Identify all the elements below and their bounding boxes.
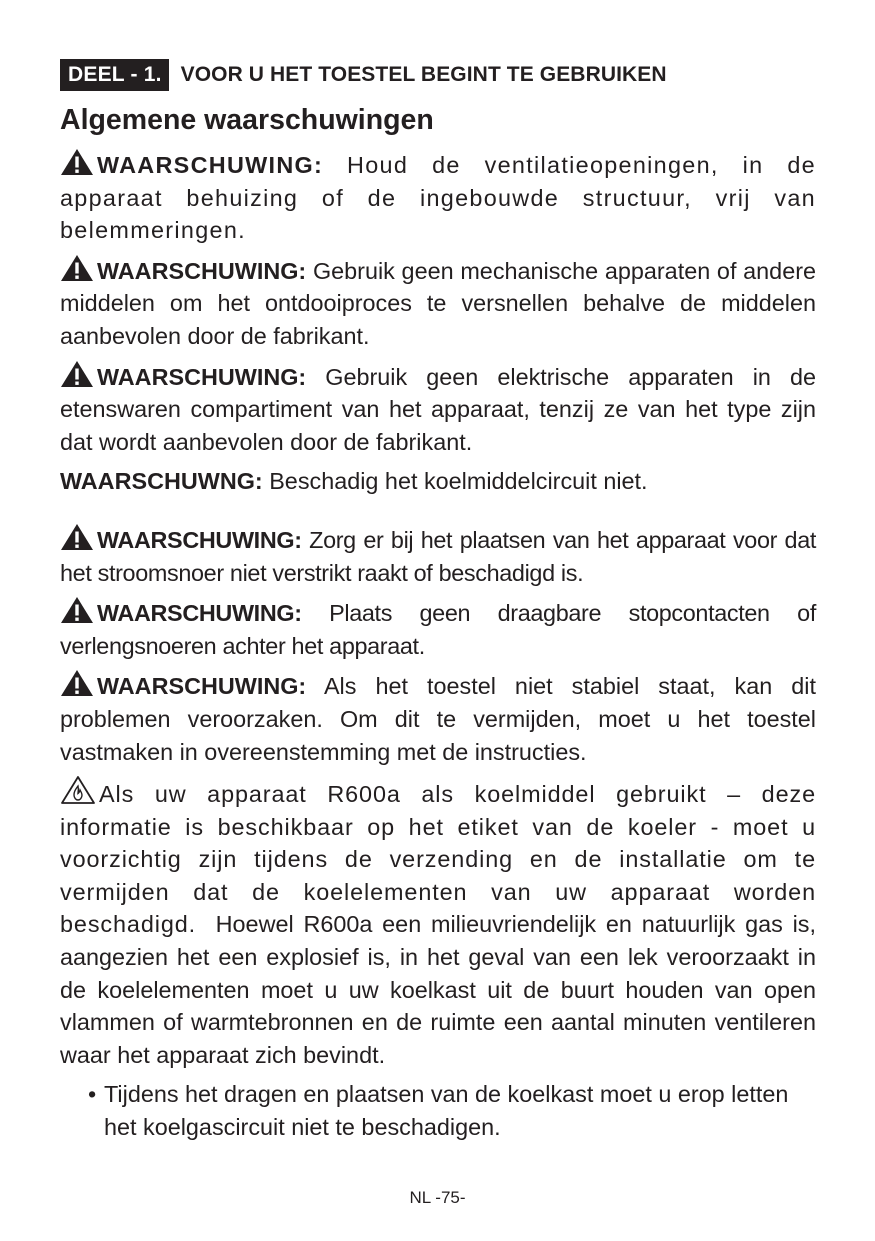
warning-text: Gebruik geen mechanische apparaten of andere middelen om het ontdooiproces te versnellen behalve de middelen aanbevolen door de fabrikant. [60,257,816,349]
flammable-note-text: Als uw apparaat R600a als koelmiddel gebruikt – deze informatie is beschikbaar op het etiket van de koeler - moet u voorzichtig zijn tijdens de verzending en de installatie om te vermijden dat de koelelementen van uw apparaat worden beschadigd. [60,781,816,938]
list-item [88,1078,816,1143]
page-heading: Algemene waarschuwingen [60,104,434,136]
warning-paragraph [60,254,816,353]
warning-triangle-icon [60,148,94,176]
warning-paragraph [60,669,816,768]
warning-paragraph [60,148,816,247]
warning-label: WAARSCHUWING: [97,363,307,390]
flammable-warning-icon [60,775,96,805]
warning-text: Als het toestel niet stabiel staat, kan dit problemen veroorzaken. Om dit te vermijden, moet u het toestel vastmaken in overeenstemming met de instructies. [60,673,816,765]
flammable-note-text-continued: Hoewel R600a een milieuvriendelijk en natuurlijk gas is, aangezien het een explosief is, in het geval van een lek veroorzaakt in de koelelementen moet u uw koelkast uit de buurt houden van open vlammen of warmtebronnen en de ruimte een aantal minuten ventileren waar het apparaat zich bevindt. [60,911,816,1068]
warning-paragraph [60,360,816,459]
flammable-note [60,775,816,1071]
warning-paragraph [60,465,816,498]
warning-triangle-icon [60,669,94,697]
section-header [60,58,816,92]
warning-triangle-icon [60,254,94,282]
warning-label: WAARSCHUWING: [97,673,307,700]
warning-text: Houd de ventilatieopeningen, in de apparaat behuizing of de ingebouwde structuur, vrij van belemmeringen. [60,152,816,244]
warning-triangle-icon [60,523,94,551]
warning-paragraph [60,523,816,589]
warning-paragraph [60,596,816,662]
page-number: NL -75- [409,1188,466,1207]
page-content [60,58,816,1144]
warning-text: Plaats geen draagbare stopcontacten of verlengsnoeren achter het apparaat. [60,600,816,659]
bullet-icon: • [88,1081,97,1108]
bullet-text: Tijdens het dragen en plaatsen van de koelkast moet u erop letten het koelgascircuit niet te beschadigen. [104,1081,789,1141]
warning-label: WAARSCHUWING: [97,600,302,627]
warning-label: WAARSCHUWNG: [60,468,263,495]
warning-triangle-icon [60,596,94,624]
warning-text: Gebruik geen elektrische apparaten in de etenswaren compartiment van het apparaat, tenzij ze van het type zijn dat wordt aanbevolen door de fabrikant. [60,363,817,455]
section-number-badge: DEEL - 1. [60,59,169,91]
warning-text: Beschadig het koelmiddelcircuit niet. [269,468,648,495]
warning-label: WAARSCHUWING: [97,152,324,178]
warning-label: WAARSCHUWING: [97,526,302,553]
warning-text: Zorg er bij het plaatsen van het apparaat voor dat het stroomsnoer niet verstrikt raakt of beschadigd is. [60,526,816,586]
warning-triangle-icon [60,360,94,388]
warning-label: WAARSCHUWING: [97,257,307,284]
section-title: VOOR U HET TOESTEL BEGINT TE GEBRUIKEN [180,63,667,86]
